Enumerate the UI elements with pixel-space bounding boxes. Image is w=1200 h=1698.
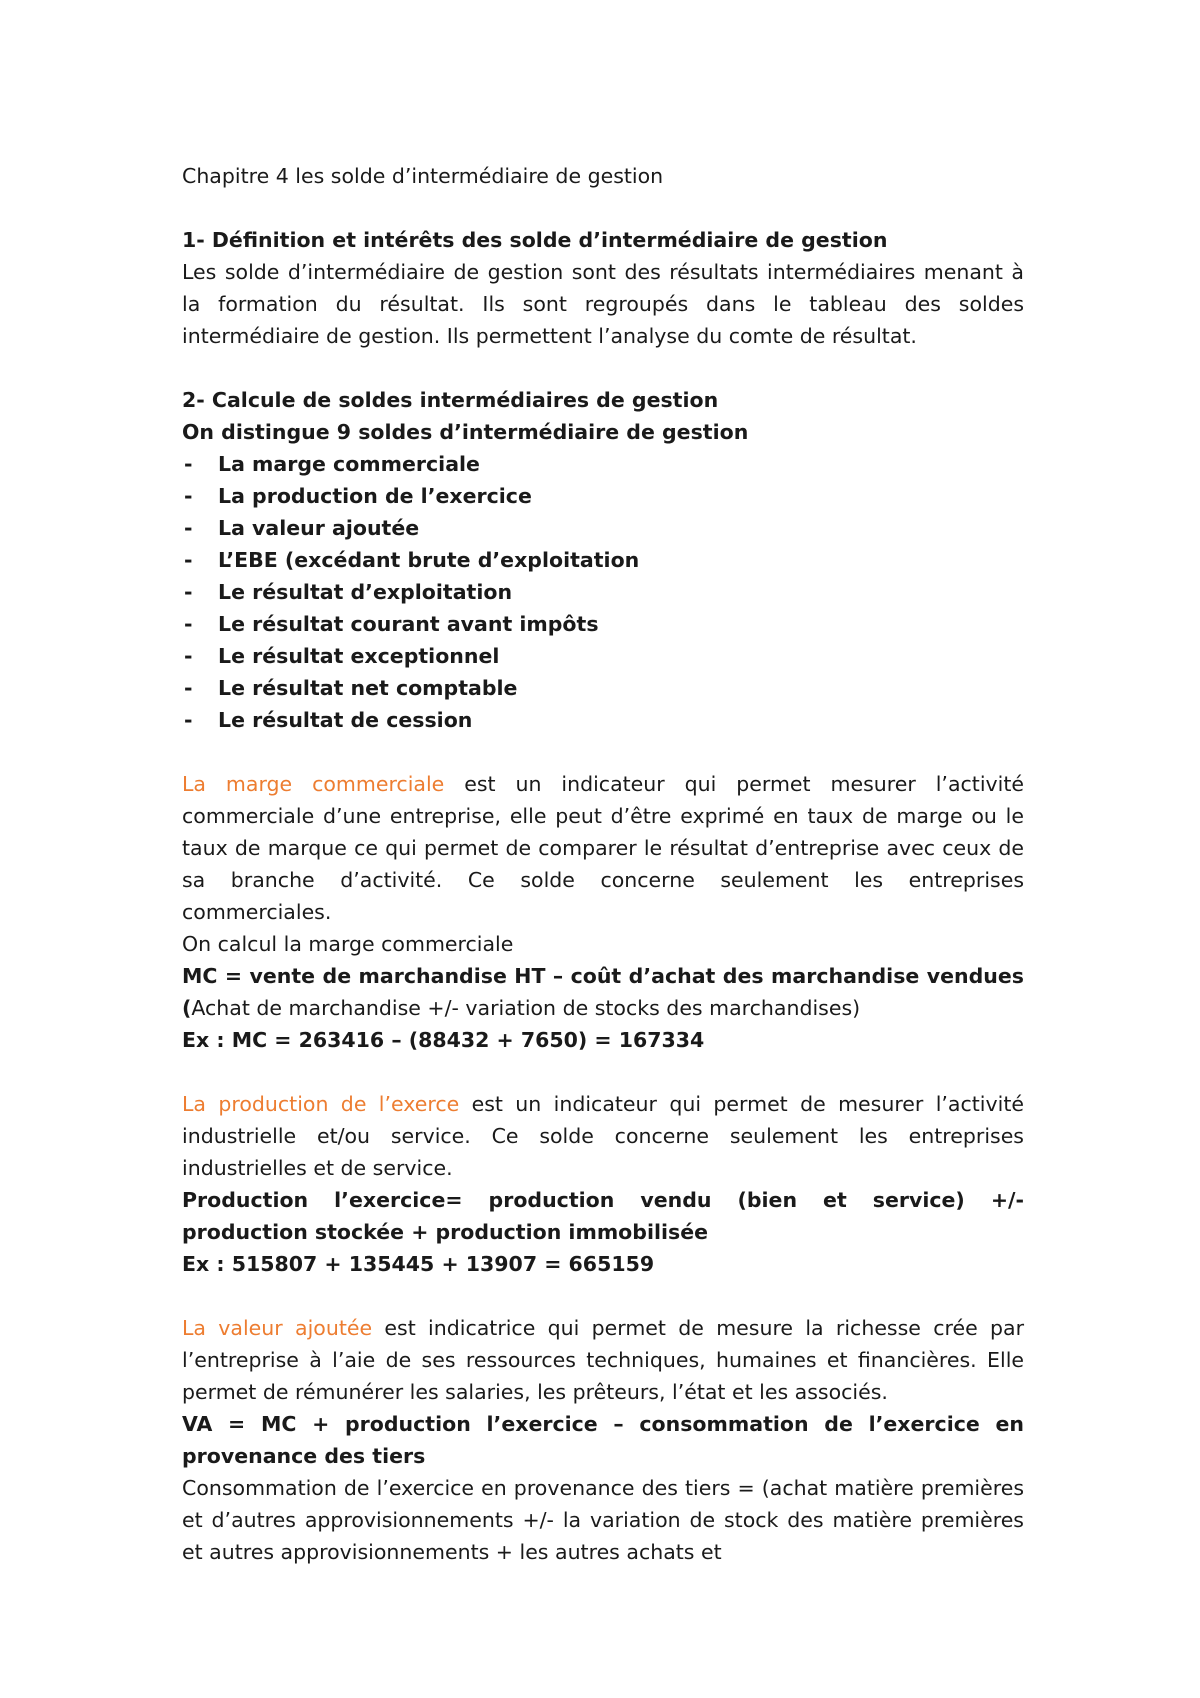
list-item: - Le résultat net comptable: [182, 672, 1024, 704]
list-item: - Le résultat d’exploitation: [182, 576, 1024, 608]
marge-formula-rest: Achat de marchandise +/- variation de stocks des marchandises): [191, 996, 861, 1020]
section1-heading: 1- Définition et intérêts des solde d’intermédiaire de gestion: [182, 228, 888, 252]
production-example: Ex : 515807 + 135445 + 13907 = 665159: [182, 1252, 655, 1276]
spacer: [182, 1280, 1024, 1312]
valeur-consommation: Consommation de l’exercice en provenance des tiers = (achat matière premières et d’autres approvisionnements +/- la variation de stock des matière premières et autres approvisionnements + les autres achats et: [182, 1476, 1024, 1564]
chapter-title: Chapitre 4 les solde d’intermédiaire de gestion: [182, 164, 664, 188]
production-formula: Production l’exercice= production vendu (bien et service) +/- production stockée + production immobilisée: [182, 1188, 1024, 1244]
marge-formula-bold: MC = vente de marchandise HT – coût d’achat des marchandise vendues (: [182, 964, 1024, 1020]
spacer: [182, 1056, 1024, 1088]
section1-text: Les solde d’intermédiaire de gestion sont des résultats intermédiaires menant à la formation du résultat. Ils sont regroupés dans le tableau des soldes intermédiaire de gestion. Ils permettent l’analyse du comte de résultat.: [182, 260, 1024, 348]
valeur-paragraph: [182, 1312, 1024, 1408]
spacer: [182, 736, 1024, 768]
list-item: - L’EBE (excédant brute d’exploitation: [182, 544, 1024, 576]
production-text: est un indicateur qui permet de mesurer l’activité industrielle et/ou service. Ce solde concerne seulement les entreprises industrielles et de service.: [182, 1092, 1024, 1180]
spacer: [182, 192, 1024, 224]
list-item: - La valeur ajoutée: [182, 512, 1024, 544]
list-item: - Le résultat courant avant impôts: [182, 608, 1024, 640]
spacer: [182, 352, 1024, 384]
marge-text: est un indicateur qui permet mesurer l’activité commerciale d’une entreprise, elle peut d’être exprimé en taux de marge ou le taux de marque ce qui permet de comparer le résultat d’entreprise avec ceux de sa branche d’activité. Ce solde concerne seulement les entreprises commerciales.: [182, 772, 1024, 924]
production-term: La production de l’exerce: [182, 1092, 460, 1116]
list-item: - La marge commerciale: [182, 448, 1024, 480]
valeur-term: La valeur ajoutée: [182, 1316, 373, 1340]
marge-term: La marge commerciale: [182, 772, 445, 796]
valeur-formula: VA = MC + production l’exercice – consommation de l’exercice en provenance des tiers: [182, 1412, 1024, 1468]
list-item: - Le résultat de cession: [182, 704, 1024, 736]
marge-example: Ex : MC = 263416 – (88432 + 7650) = 167334: [182, 1028, 705, 1052]
section2-heading: 2- Calcule de soldes intermédiaires de gestion: [182, 388, 719, 412]
section2-intro: On distingue 9 soldes d’intermédiaire de gestion: [182, 420, 749, 444]
valeur-text: est indicatrice qui permet de mesure la richesse crée par l’entreprise à l’aie de ses ressources techniques, humaines et financières. Elle permet de rémunérer les salaries, les prêteurs, l’état et les associés.: [182, 1316, 1024, 1404]
marge-formula: [182, 960, 1024, 1024]
marge-calc-intro: On calcul la marge commerciale: [182, 932, 514, 956]
production-paragraph: [182, 1088, 1024, 1184]
list-item: - Le résultat exceptionnel: [182, 640, 1024, 672]
document-page: [182, 160, 1024, 1568]
soldes-list: [182, 448, 1024, 736]
list-item: - La production de l’exercice: [182, 480, 1024, 512]
marge-paragraph: [182, 768, 1024, 928]
